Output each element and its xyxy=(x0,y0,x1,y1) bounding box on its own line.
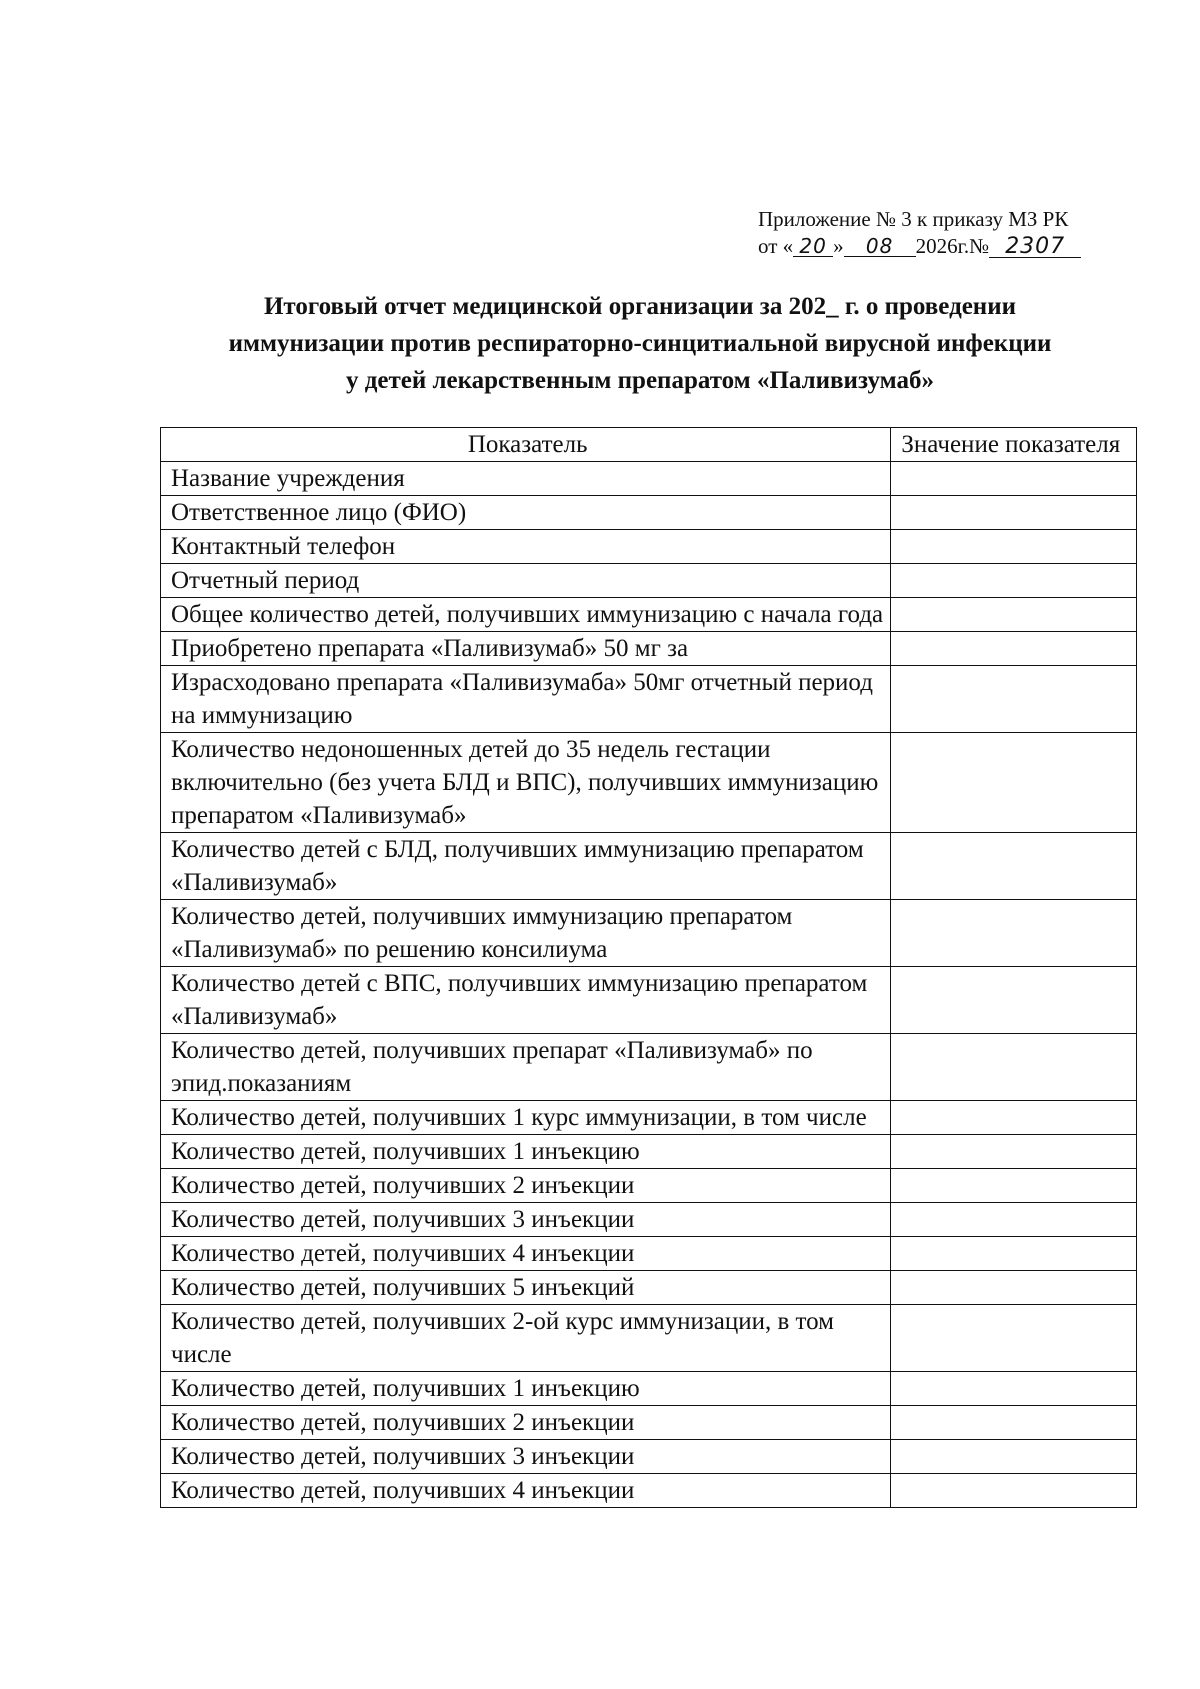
header-indicator: Показатель xyxy=(161,428,891,462)
table-row xyxy=(161,1305,1137,1372)
header-value: Значение показателя xyxy=(891,428,1137,462)
value-cell[interactable] xyxy=(891,564,1137,598)
indicator-cell: Количество детей, получивших 1 инъекцию xyxy=(161,1372,891,1406)
table-row xyxy=(161,1406,1137,1440)
table-row xyxy=(161,1271,1137,1305)
value-cell[interactable] xyxy=(891,733,1137,833)
indicator-cell: Количество детей, получивших препарат «Паливизумаб» по эпид.показаниям xyxy=(161,1034,891,1101)
year-and-number-label: 2026г.№ xyxy=(915,234,990,258)
table-row xyxy=(161,1372,1137,1406)
table-row xyxy=(161,900,1137,967)
table-row xyxy=(161,530,1137,564)
value-cell[interactable] xyxy=(891,967,1137,1034)
handwritten-month: 08 xyxy=(844,236,916,257)
value-cell[interactable] xyxy=(891,1372,1137,1406)
indicator-cell: Количество детей, получивших 2 инъекции xyxy=(161,1406,891,1440)
indicator-cell: Контактный телефон xyxy=(161,530,891,564)
indicator-cell: Количество детей, получивших 2-ой курс иммунизации, в том числе xyxy=(161,1305,891,1372)
value-cell[interactable] xyxy=(891,1203,1137,1237)
appendix-line-2 xyxy=(758,233,1178,260)
indicator-cell: Количество детей, получивших 4 инъекции xyxy=(161,1237,891,1271)
table-row xyxy=(161,1440,1137,1474)
table-row xyxy=(161,496,1137,530)
table-row xyxy=(161,666,1137,733)
indicator-cell: Приобретено препарата «Паливизумаб» 50 мг за xyxy=(161,632,891,666)
indicator-cell: Количество детей с ВПС, получивших иммунизацию препаратом «Паливизумаб» xyxy=(161,967,891,1034)
table-row xyxy=(161,1203,1137,1237)
value-cell[interactable] xyxy=(891,833,1137,900)
indicator-cell: Количество детей, получивших 3 инъекции xyxy=(161,1203,891,1237)
table-row xyxy=(161,833,1137,900)
value-cell[interactable] xyxy=(891,1271,1137,1305)
value-cell[interactable] xyxy=(891,462,1137,496)
value-cell[interactable] xyxy=(891,1406,1137,1440)
value-cell[interactable] xyxy=(891,1169,1137,1203)
value-cell[interactable] xyxy=(891,1474,1137,1508)
table-row xyxy=(161,632,1137,666)
value-cell[interactable] xyxy=(891,1101,1137,1135)
handwritten-day: 20 xyxy=(793,236,833,257)
title-line-3: у детей лекарственным препаратом «Паливизумаб» xyxy=(345,367,935,394)
indicator-cell: Израсходовано препарата «Паливизумаба» 50мг отчетный период на иммунизацию xyxy=(161,666,891,733)
indicator-cell: Общее количество детей, получивших иммунизацию с начала года xyxy=(161,598,891,632)
value-cell[interactable] xyxy=(891,1440,1137,1474)
value-cell[interactable] xyxy=(891,496,1137,530)
report-table xyxy=(160,427,1137,1508)
value-cell[interactable] xyxy=(891,1237,1137,1271)
indicator-cell: Количество недоношенных детей до 35 недель гестации включительно (без учета БЛД и ВПС), получивших иммунизацию препаратом «Паливизумаб» xyxy=(161,733,891,833)
value-cell[interactable] xyxy=(891,632,1137,666)
table-row xyxy=(161,564,1137,598)
indicator-cell: Отчетный период xyxy=(161,564,891,598)
indicator-cell: Название учреждения xyxy=(161,462,891,496)
table-row xyxy=(161,1135,1137,1169)
title-line-2: иммунизации против респираторно-синцитиальной вирусной инфекции xyxy=(228,330,1052,357)
indicator-cell: Количество детей, получивших иммунизацию препаратом «Паливизумаб» по решению консилиума xyxy=(161,900,891,967)
indicator-cell: Количество детей, получивших 5 инъекций xyxy=(161,1271,891,1305)
value-cell[interactable] xyxy=(891,666,1137,733)
value-cell[interactable] xyxy=(891,1135,1137,1169)
table-row xyxy=(161,598,1137,632)
value-cell[interactable] xyxy=(891,530,1137,564)
title-line-1: Итоговый отчет медицинской организации за 202_ г. о проведении xyxy=(263,293,1017,320)
indicator-cell: Количество детей, получивших 1 инъекцию xyxy=(161,1135,891,1169)
table-row xyxy=(161,733,1137,833)
indicator-cell: Количество детей, получивших 2 инъекции xyxy=(161,1169,891,1203)
value-cell[interactable] xyxy=(891,1034,1137,1101)
table-row xyxy=(161,1101,1137,1135)
handwritten-order-number: 2307 xyxy=(989,237,1081,258)
value-cell[interactable] xyxy=(891,900,1137,967)
table-row xyxy=(161,1169,1137,1203)
appendix-line-1: Приложение № 3 к приказу МЗ РК xyxy=(758,207,1069,231)
indicator-cell: Количество детей, получивших 1 курс иммунизации, в том числе xyxy=(161,1101,891,1135)
date-prefix: от « xyxy=(758,234,794,258)
table-header-row xyxy=(161,428,1137,462)
table-row xyxy=(161,1237,1137,1271)
table-body xyxy=(161,462,1137,1508)
value-cell[interactable] xyxy=(891,598,1137,632)
indicator-cell: Количество детей, получивших 4 инъекции xyxy=(161,1474,891,1508)
table-row xyxy=(161,1474,1137,1508)
appendix-note xyxy=(758,206,1178,260)
indicator-cell: Количество детей, получивших 3 инъекции xyxy=(161,1440,891,1474)
table-row xyxy=(161,967,1137,1034)
table-row xyxy=(161,462,1137,496)
document-title xyxy=(150,288,1130,399)
date-quote-close: » xyxy=(833,234,844,258)
value-cell[interactable] xyxy=(891,1305,1137,1372)
table-row xyxy=(161,1034,1137,1101)
indicator-cell: Количество детей с БЛД, получивших иммунизацию препаратом «Паливизумаб» xyxy=(161,833,891,900)
indicator-cell: Ответственное лицо (ФИО) xyxy=(161,496,891,530)
